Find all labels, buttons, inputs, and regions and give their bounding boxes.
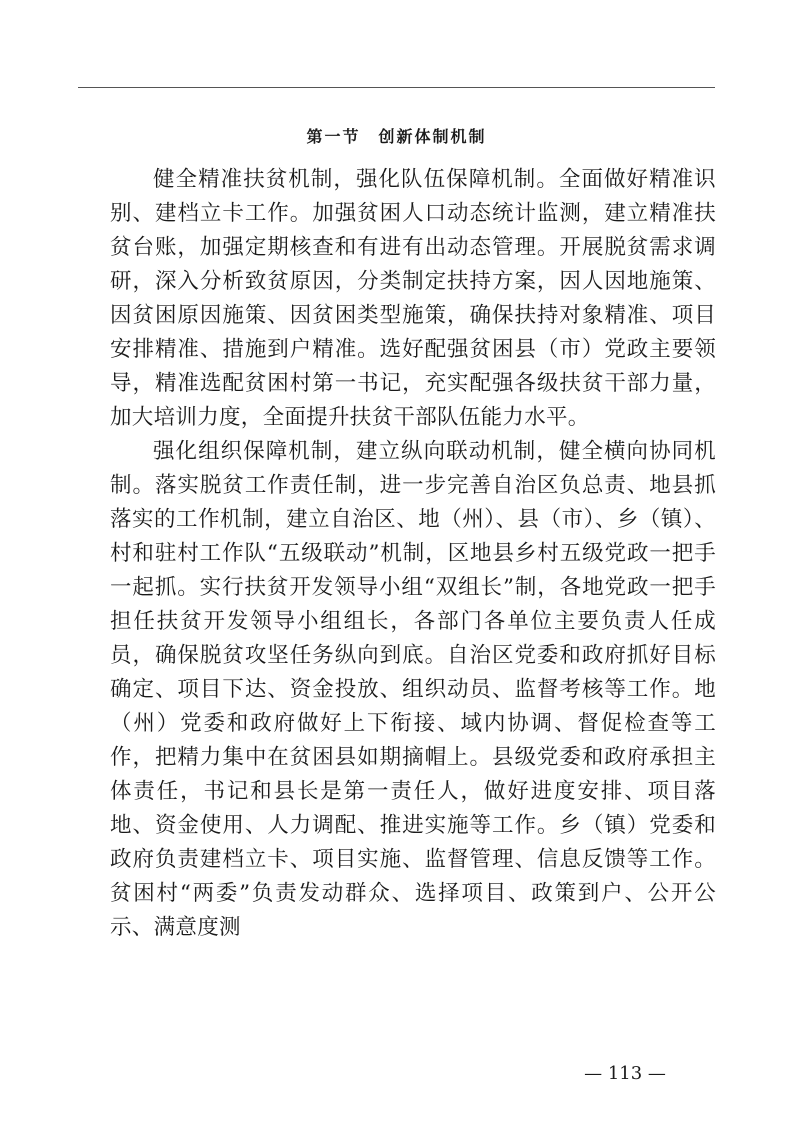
section-heading: 第一节 创新体制机制: [306, 127, 487, 146]
header-rule: [78, 87, 715, 88]
body-text: [110, 163, 716, 945]
page-number: — 113 —: [584, 1063, 666, 1084]
paragraph-organization-mechanism: 强化组织保障机制，建立纵向联动机制，健全横向协同机制。落实脱贫工作责任制，进一步完善自治区负总责、地县抓落实的工作机制，建立自治区、地（州）、县（市）、乡（镇）、村和驻村工作队“五级联动”机制，区地县乡村五级党政一把手一起抓。实行扶贫开发领导小组“双组长”制，各地党政一把手担任扶贫开发领导小组组长，各部门各单位主要负责人任成员，确保脱贫攻坚任务纵向到底。自治区党委和政府抓好目标确定、项目下达、资金投放、组织动员、监督考核等工作。地（州）党委和政府做好上下衔接、域内协调、督促检查等工作，把精力集中在贫困县如期摘帽上。县级党委和政府承担主体责任，书记和县长是第一责任人，做好进度安排、项目落地、资金使用、人力调配、推进实施等工作。乡（镇）党委和政府负责建档立卡、项目实施、监督管理、信息反馈等工作。贫困村“两委”负责发动群众、选择项目、政策到户、公开公示、满意度测: [110, 439, 716, 940]
paragraph-precision-poverty: 健全精准扶贫机制，强化队伍保障机制。全面做好精准识别、建档立卡工作。加强贫困人口动态统计监测，建立精准扶贫台账，加强定期核查和有进有出动态管理。开展脱贫需求调研，深入分析致贫原因，分类制定扶持方案，因人因地施策、因贫困原因施策、因贫困类型施策，确保扶持对象精准、项目安排精准、措施到户精准。选好配强贫困县（市）党政主要领导，精准选配贫困村第一书记，充实配强各级扶贫干部力量，加大培训力度，全面提升扶贫干部队伍能力水平。: [110, 167, 716, 430]
